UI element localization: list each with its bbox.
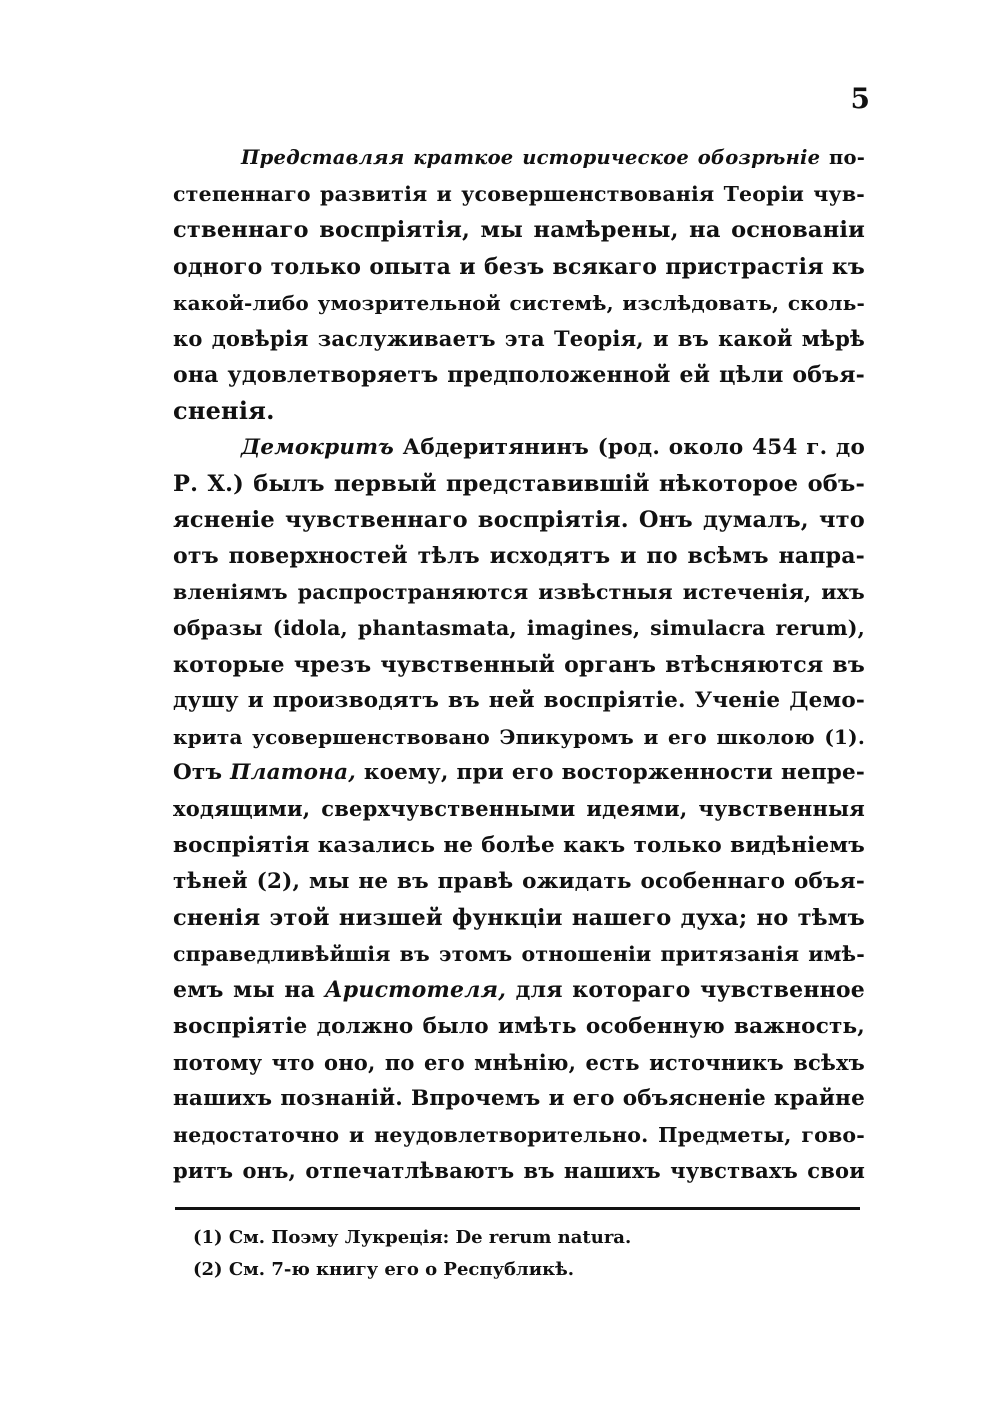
paragraph-2 [173, 430, 865, 1190]
italic-lead: Представляя краткое историческое обозрѣніе [241, 146, 821, 169]
text-line: воспріятіе должно было имѣть особенную важность, [173, 1013, 865, 1039]
text-span: Отъ [173, 760, 231, 786]
text-span: Абдеритянинъ (род. около 454 г. до [393, 434, 865, 460]
text-line: потому что оно, по его мнѣнію, есть источникъ всѣхъ [173, 1049, 865, 1075]
text-line [173, 430, 865, 466]
text-line: тѣней (2), мы не въ правѣ ожидать особеннаго объя- [173, 868, 865, 894]
footnote-divider [175, 1207, 860, 1210]
footnotes [193, 1222, 853, 1286]
text-line: степеннаго развитія и усовершенствованія Теоріи чув- [173, 182, 865, 207]
italic-name: Аристотеля, [324, 977, 507, 1004]
text-line: образы (idola, phantasmata, imagines, simulacra rerum), [173, 616, 865, 641]
text-line: сненія. [173, 396, 275, 426]
text-line: какой-либо умозрительной системѣ, изслѣдовать, сколь- [173, 290, 865, 315]
text-line: она удовлетворяетъ предположенной ей цѣли объя- [173, 362, 865, 389]
text-line: недостаточно и неудовлетворительно. Предметы, гово- [173, 1123, 865, 1148]
text-line: крита усовершенствовано Эпикуромъ и его школою (1). [173, 725, 865, 749]
paragraph-1 [173, 140, 865, 430]
page-number: 5 [850, 82, 870, 115]
text-line: справедливѣйшія въ этомъ отношеніи притязанія имѣ- [173, 942, 865, 967]
text-line: которые чрезъ чувственный органъ втѣсняются въ [173, 651, 865, 678]
text-span: по- [820, 146, 865, 169]
text-line: ко довѣрія заслуживаетъ эта Теорія, и въ какой мѣрѣ [173, 325, 865, 351]
text-line: ходящими, сверхчувственными идеями, чувственныя [173, 796, 865, 822]
text-line: Р. Х.) былъ первый представившій нѣкоторое объ- [173, 470, 865, 497]
text-line: душу и производятъ въ ней воспріятіе. Ученіе Демо- [173, 687, 865, 713]
text-line: ритъ онъ, отпечатлѣваютъ въ нашихъ чувствахъ свои [173, 1158, 865, 1184]
footnote-2: (2) См. 7-ю книгу его о Республикѣ. [193, 1259, 575, 1280]
text-span: для котораго чувственное [506, 977, 865, 1004]
text-line [173, 140, 865, 176]
text-line: вленіямъ распространяются извѣстныя истеченія, ихъ [173, 580, 865, 605]
text-line: одного только опыта и безъ всякаго пристрастія къ [173, 253, 865, 280]
text-line: сненія этой низшей функціи нашего духа; но тѣмъ [173, 904, 865, 931]
text-span: коему, при его восторженности непре- [355, 760, 865, 786]
text-span: емъ мы на [173, 977, 325, 1004]
text-line [173, 755, 865, 791]
footnote-1: (1) См. Поэму Лукреція: De rerum natura. [193, 1227, 632, 1248]
text-line [173, 972, 865, 1008]
italic-name: Платона, [230, 760, 356, 786]
text-line: воспріятія казались не болѣе какъ только видѣніемъ [173, 832, 865, 858]
italic-name: Демокритъ [241, 434, 394, 460]
text-line: нашихъ познаній. Впрочемъ и его объясненіе крайне [173, 1085, 865, 1111]
text-line: ственнаго воспріятія, мы намѣрены, на основаніи [173, 217, 865, 244]
text-line: отъ поверхностей тѣлъ исходятъ и по всѣмъ напра- [173, 543, 865, 570]
main-text [173, 140, 865, 1189]
text-line: ясненіе чувственнаго воспріятія. Онъ думалъ, что [173, 506, 865, 533]
